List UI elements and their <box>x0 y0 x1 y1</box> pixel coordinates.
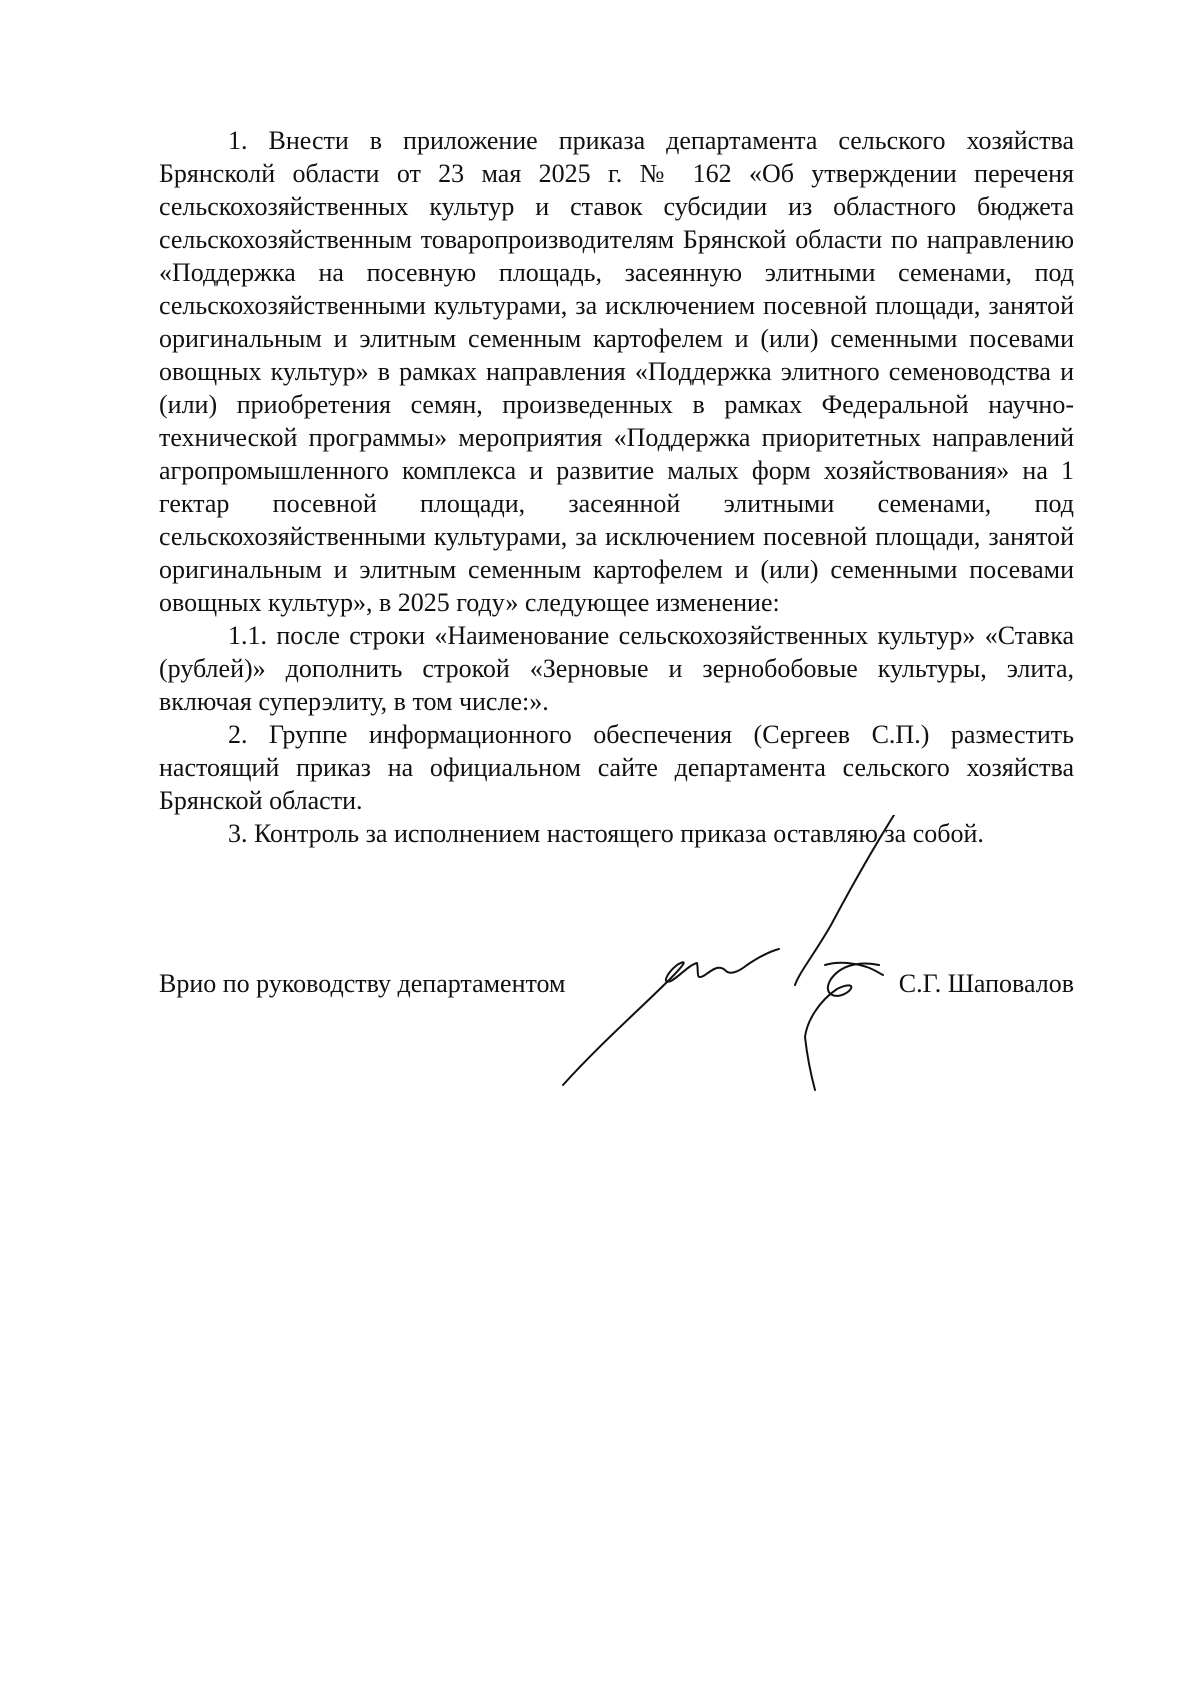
paragraph-3: 3. Контроль за исполнением настоящего приказа оставляю за собой. <box>228 819 984 848</box>
signature-block <box>159 955 1074 1115</box>
document-body <box>159 124 1074 850</box>
paragraph-2: 2. Группе информационного обеспечения (Сергеев С.П.) разместить настоящий приказ на официальном сайте департамента сельского хозяйства Брянской области. <box>159 720 1074 815</box>
paragraph-1-1: 1.1. после строки «Наименование сельскохозяйственных культур» «Ставка (рублей)» дополнить строкой «Зерновые и зернобобовые культуры, элита, включая суперэлиту, в том числе:». <box>159 621 1074 716</box>
paragraph-1: 1. Внести в приложение приказа департамента сельского хозяйства Брянсколй области от 23 мая 2025 г. № 162 «Об утверждении переченя сельскохозяйственных культур и ставок субсидии из областного бюджета сельскохозяйственным товаропроизводителям Брянской области по направлению «Поддержка на посевную площадь, засеянную элитными семенами, под сельскохозяйственными культурами, за исключением посевной площади, занятой оригинальным и элитным семенным картофелем и (или) семенными посевами овощных культур» в рамках направления «Поддержка элитного семеноводства и (или) приобретения семян, произведенных в рамках Федеральной научно-технической программы» мероприятия «Поддержка приоритетных направлений агропромышленного комплекса и развитие малых форм хозяйствования» на 1 гектар посевной площади, засеянной элитными семенами, под сельскохозяйственными культурами, за исключением посевной площади, занятой оригинальным и элитным семенным картофелем и (или) семенными посевами овощных культур», в 2025 году» следующее изменение: <box>159 126 1074 617</box>
signatory-role: Врио по руководству департаментом <box>159 969 566 998</box>
signatory-name: С.Г. Шаповалов <box>898 969 1074 998</box>
handwritten-signature <box>549 815 1069 1095</box>
